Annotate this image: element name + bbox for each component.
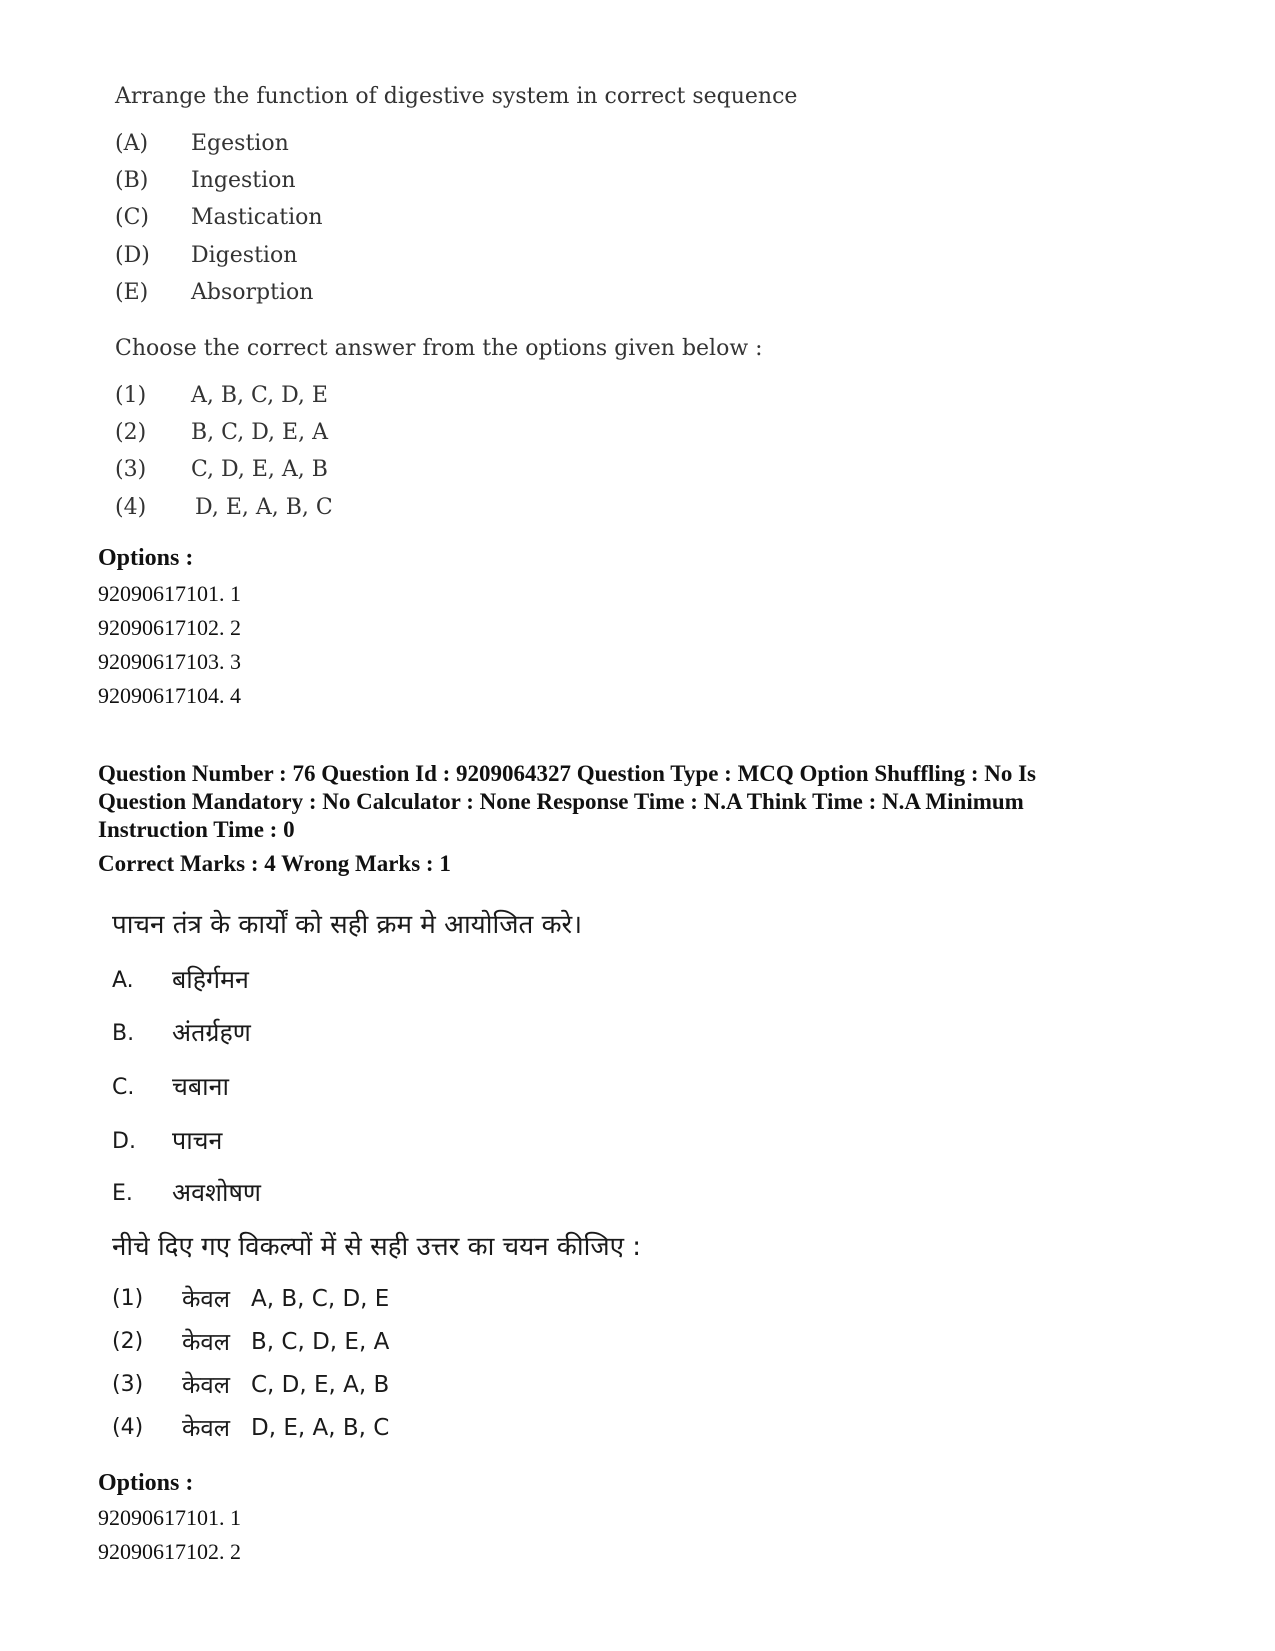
answer-label: (2) xyxy=(112,1329,144,1354)
answer-text: C, D, E, A, B xyxy=(191,457,328,482)
answer-text: A, B, C, D, E xyxy=(191,383,328,408)
answer-text: B, C, D, E, A xyxy=(251,1329,390,1355)
item-text: Mastication xyxy=(191,205,323,230)
item-label: D. xyxy=(112,1129,136,1154)
item-text: Digestion xyxy=(191,243,298,268)
option-line: 92090617101. 1 xyxy=(98,1505,241,1530)
item-text: चबाना xyxy=(172,1072,229,1101)
answer-label: (1) xyxy=(115,383,147,408)
answer-prefix: केवल xyxy=(182,1328,231,1356)
answer-label: (3) xyxy=(115,457,147,482)
answer-prefix: केवल xyxy=(182,1371,231,1399)
item-text: अवशोषण xyxy=(172,1178,262,1207)
item-label: B. xyxy=(112,1021,135,1046)
item-label: A. xyxy=(112,968,134,993)
answer-text: D, E, A, B, C xyxy=(195,495,333,520)
question-prompt-hindi: पाचन तंत्र के कार्यों को सही क्रम मे आयोजित करे। xyxy=(112,910,583,940)
answer-label: (1) xyxy=(112,1286,144,1311)
item-text: Egestion xyxy=(191,131,289,156)
answer-label: (2) xyxy=(115,420,147,445)
meta-line: Question Number : 76 Question Id : 9209064327 Question Type : MCQ Option Shuffling : No Is xyxy=(98,761,1037,786)
option-line: 92090617101. 1 xyxy=(98,581,241,606)
item-label: (D) xyxy=(115,243,150,268)
answer-label: (3) xyxy=(112,1372,144,1397)
item-label: C. xyxy=(112,1075,135,1100)
answer-prefix: केवल xyxy=(182,1285,231,1313)
option-line: 92090617104. 4 xyxy=(98,683,241,708)
item-text: अंतर्ग्रहण xyxy=(172,1018,251,1047)
item-label: (B) xyxy=(115,168,149,193)
answer-text: C, D, E, A, B xyxy=(251,1372,390,1398)
item-label: (C) xyxy=(115,205,149,230)
answer-text: A, B, C, D, E xyxy=(251,1286,390,1312)
meta-line: Instruction Time : 0 xyxy=(98,817,295,842)
option-line: 92090617102. 2 xyxy=(98,615,241,640)
answer-label: (4) xyxy=(112,1415,144,1440)
answer-label: (4) xyxy=(115,495,147,520)
item-label: E. xyxy=(112,1181,133,1206)
item-text: Absorption xyxy=(191,280,314,305)
options-heading: Options : xyxy=(98,1470,194,1496)
item-label: (A) xyxy=(115,131,149,156)
meta-line: Question Mandatory : No Calculator : None Response Time : N.A Think Time : N.A Minimum xyxy=(98,789,1024,814)
question-prompt: Arrange the function of digestive system in correct sequence xyxy=(115,84,798,109)
answer-prefix: केवल xyxy=(182,1414,231,1442)
choose-instruction-hindi: नीचे दिए गए विकल्पों में से सही उत्तर का चयन कीजिए : xyxy=(112,1232,642,1262)
options-heading: Options : xyxy=(98,545,194,571)
marks-line: Correct Marks : 4 Wrong Marks : 1 xyxy=(98,851,451,876)
item-label: (E) xyxy=(115,280,149,305)
answer-text: D, E, A, B, C xyxy=(251,1415,390,1441)
answer-text: B, C, D, E, A xyxy=(191,420,328,445)
option-line: 92090617103. 3 xyxy=(98,649,241,674)
item-text: पाचन xyxy=(172,1126,223,1155)
item-text: बहिर्गमन xyxy=(172,965,249,994)
option-line: 92090617102. 2 xyxy=(98,1539,241,1564)
item-text: Ingestion xyxy=(191,168,296,193)
choose-instruction: Choose the correct answer from the options given below : xyxy=(115,336,763,361)
